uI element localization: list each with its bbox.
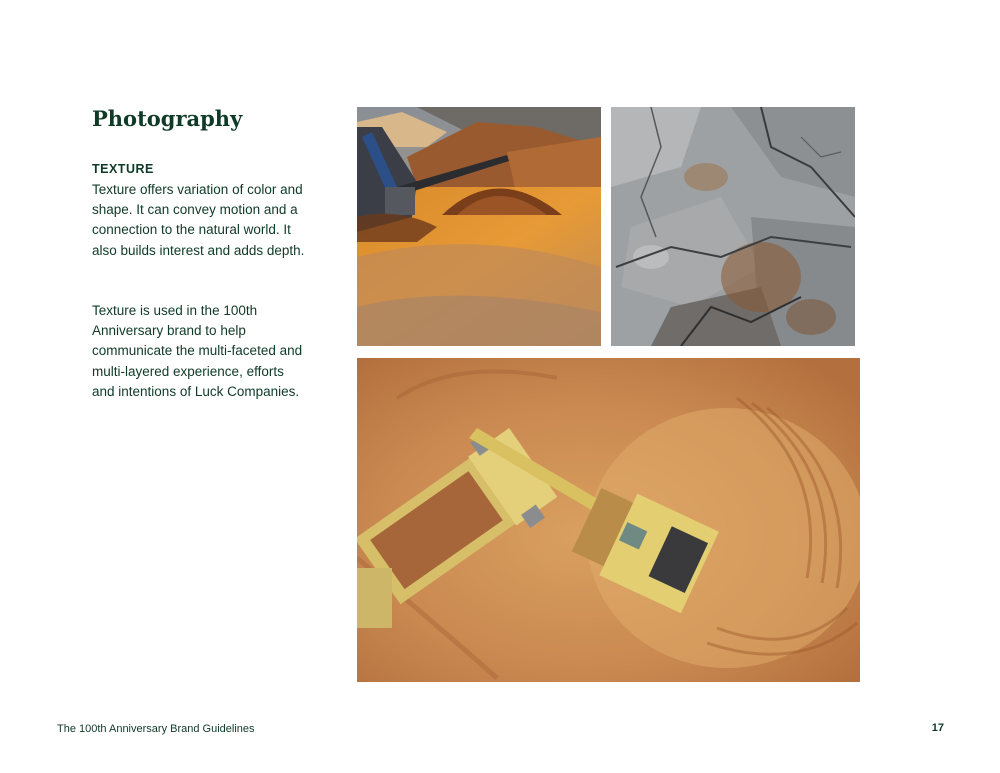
granite-texture-photo — [611, 107, 855, 346]
conveyor-stockpile-photo — [357, 107, 601, 346]
page-title: Photography — [92, 106, 243, 131]
section-label: TEXTURE — [92, 162, 154, 176]
footer-page-number: 17 — [931, 722, 944, 734]
texture-paragraph-2: Texture is used in the 100th Anniversary brand to help communicate the multi-faceted and multi-layered experience, efforts and intentions of Luck Companies. — [92, 303, 303, 399]
texture-paragraph-1: Texture offers variation of color and shape. It can convey motion and a connection to the natural world. It also builds interest and adds depth. — [92, 182, 305, 258]
footer-document-title: The 100th Anniversary Brand Guidelines — [57, 723, 255, 735]
aerial-excavator-photo — [357, 358, 860, 682]
